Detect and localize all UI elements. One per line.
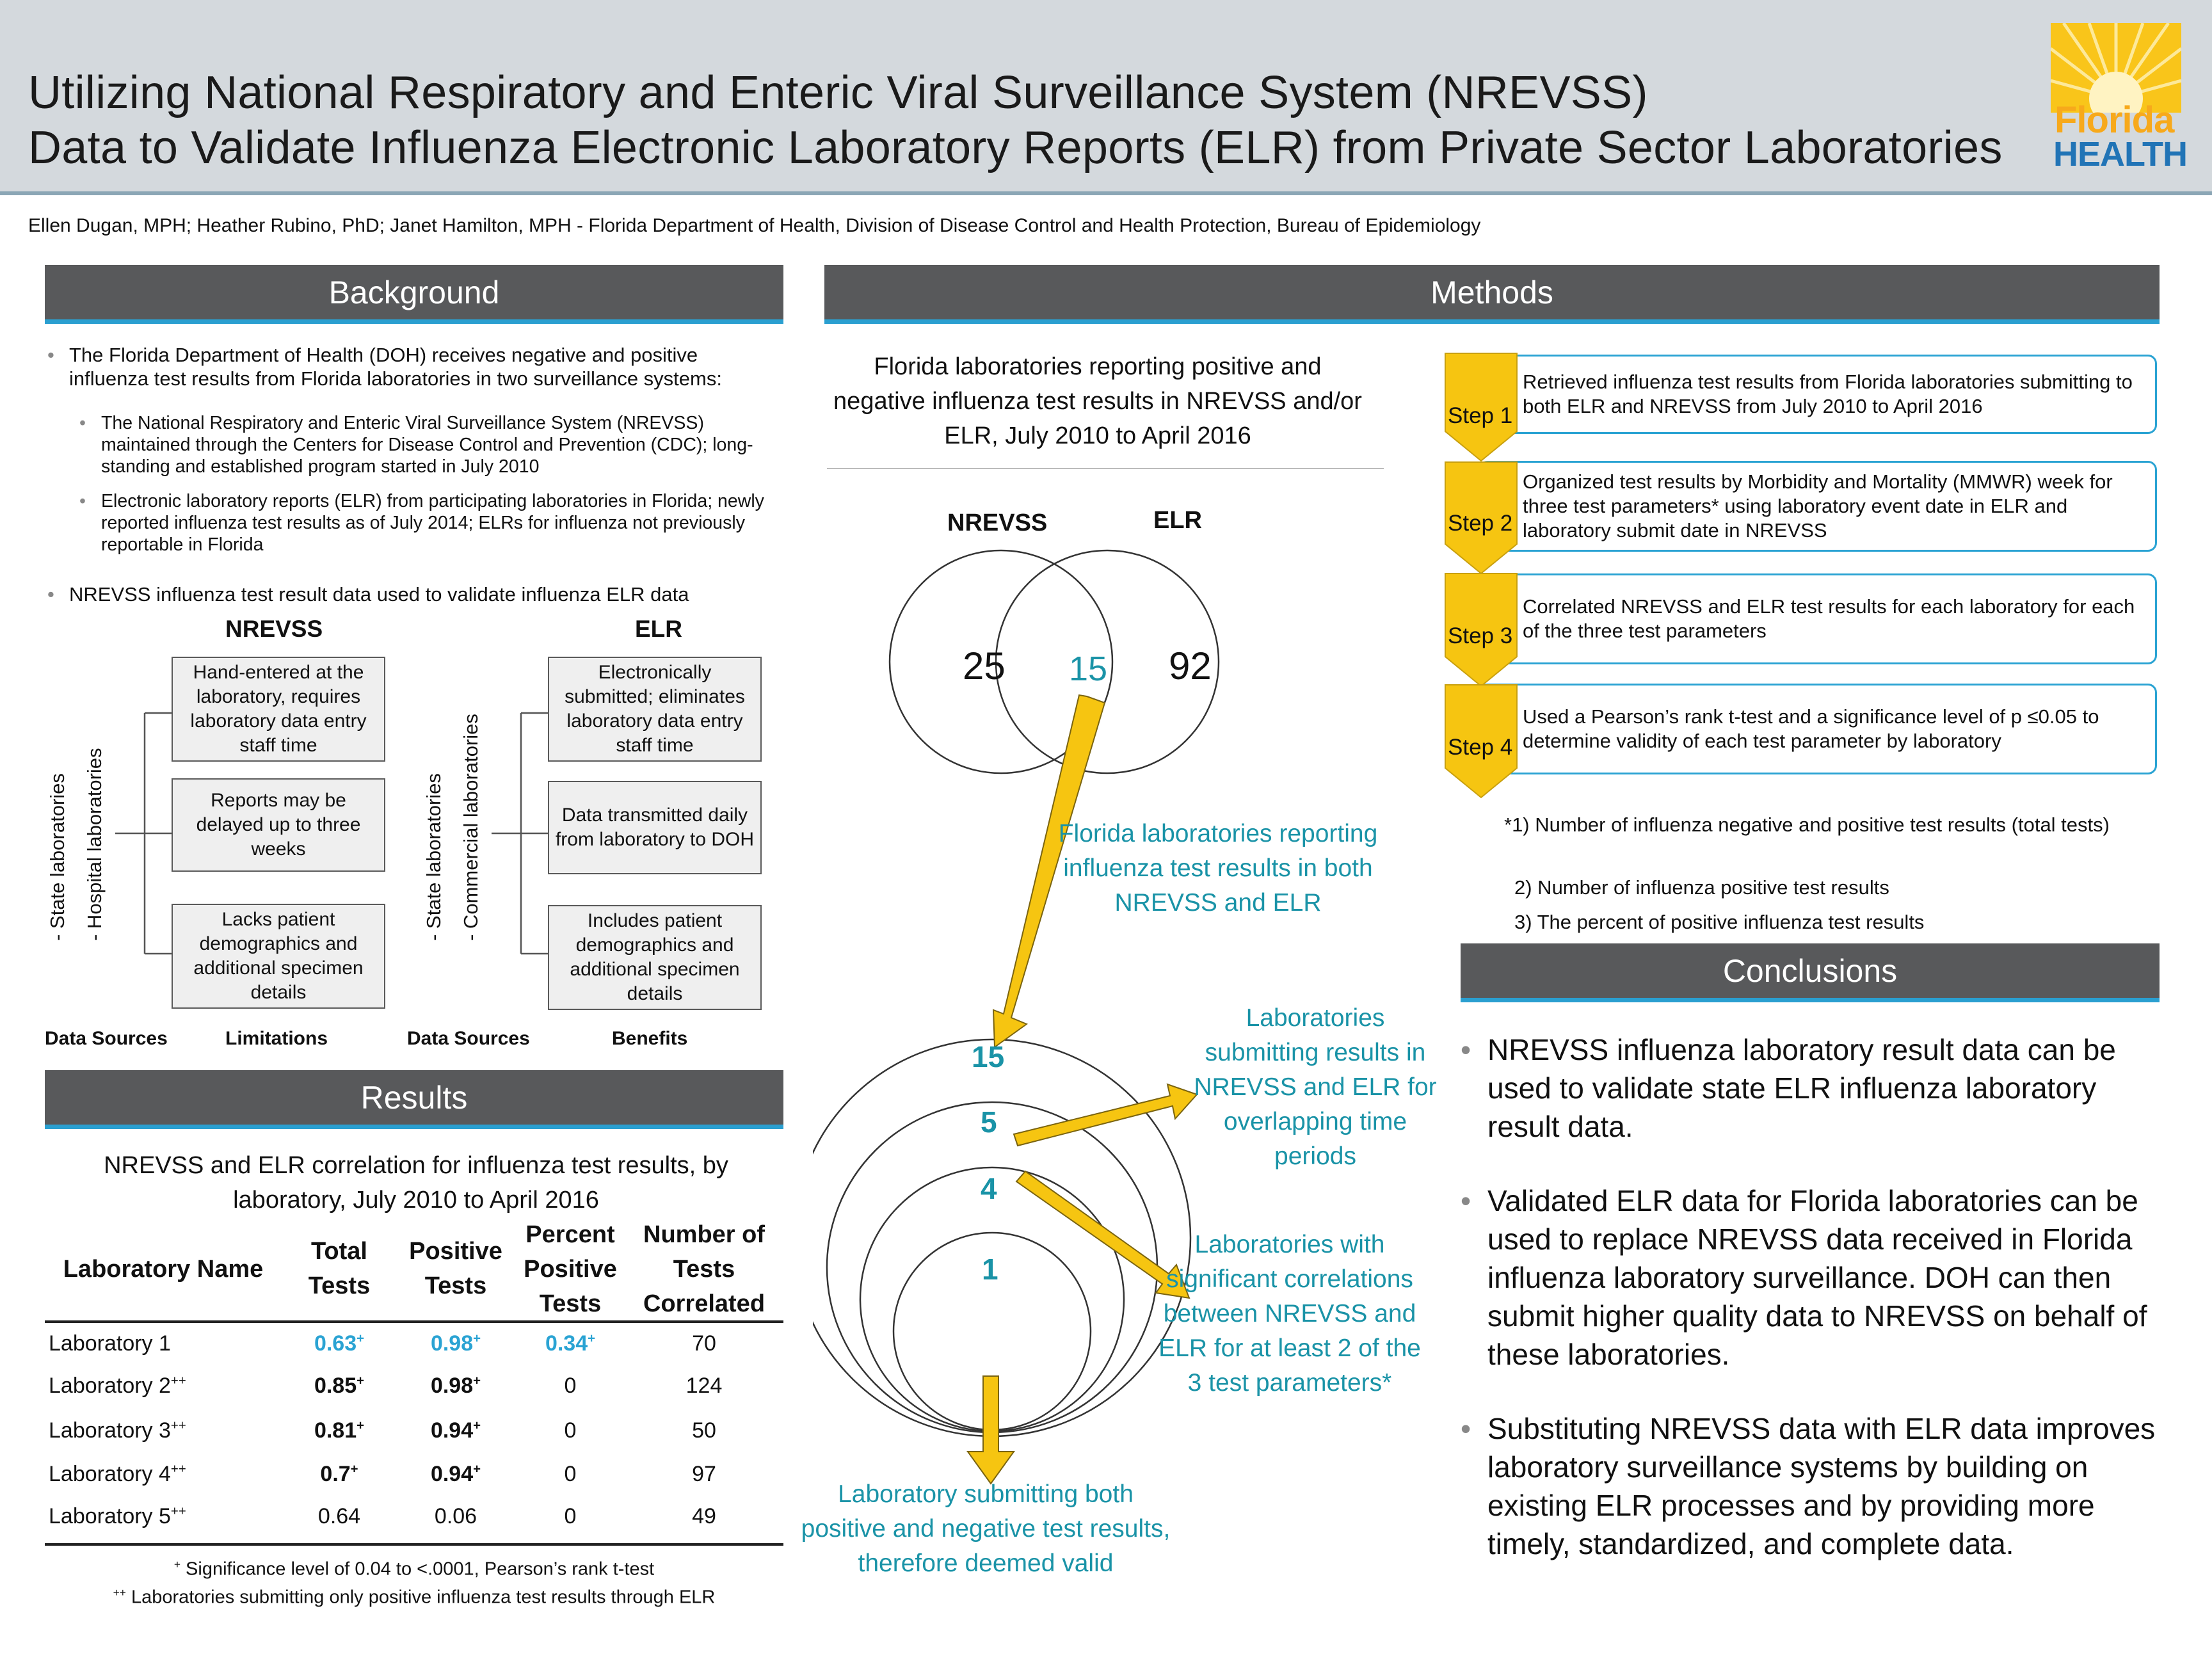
table-row-1-positive: 0.98+	[430, 1331, 481, 1356]
table-row-4-total: 0.7+	[320, 1462, 358, 1486]
col-total-tests: Total Tests	[308, 1238, 371, 1299]
table-row-4-name: Laboratory 4++	[49, 1462, 186, 1486]
col-laboratory-name: Laboratory Name	[63, 1256, 264, 1283]
nrevss-limitations-label: Limitations	[225, 1028, 328, 1049]
elr-source-commercial: - Commercial laboratories	[460, 714, 482, 941]
venn-label-nrevss: NREVSS	[947, 509, 1048, 536]
elr-bracket	[492, 653, 556, 973]
table-row-5-total: 0.64	[317, 1504, 361, 1528]
florida-health-logo	[2051, 23, 2187, 173]
table-row-5-positive: 0.06	[434, 1504, 477, 1528]
table-row-5-correlated: 49	[692, 1504, 716, 1528]
col-percent-positive: Percent Positive Tests	[524, 1221, 617, 1317]
logo-text-florida: Florida	[2055, 99, 2174, 141]
table-row-3-correlated: 50	[692, 1418, 716, 1443]
parameter-2: 2) Number of influenza positive test results	[1514, 876, 1889, 899]
table-row-1-percent: 0.34+	[545, 1331, 596, 1356]
title-line-1: Utilizing National Respiratory and Enteric Viral Surveillance System (NREVSS)	[28, 67, 1648, 118]
arrow-to-overlap-text	[1014, 1084, 1197, 1146]
elr-benefit-2: Data transmitted daily from laboratory to DOH	[548, 781, 762, 874]
step-2-box: Organized test results by Morbidity and Mortality (MMWR) week for three test parameters* using laboratory event date in ELR and laboratory submit date in NREVSS	[1479, 461, 2157, 552]
nrevss-limitation-2: Reports may be delayed up to three weeks	[172, 778, 385, 872]
conclusion-item-1: • NREVSS influenza laboratory result data can be used to validate state ELR influenza laboratory result data.	[1487, 1030, 2166, 1146]
step-1-label: Step 1	[1448, 403, 1513, 428]
table-row-3-positive: 0.94+	[430, 1418, 481, 1443]
parameter-1: *1) Number of influenza negative and positive test results (total tests)	[1504, 813, 2110, 836]
step-1-box: Retrieved influenza test results from Florida laboratories submitting to both ELR and NREVSS from July 2010 to April 2016	[1479, 355, 2157, 434]
nrevss-bracket	[115, 653, 179, 973]
conclusion-item-3: • Substituting NREVSS data with ELR data improves laboratory surveillance systems by building on existing ELR processes and by providing more timely, standardized, and complete data.	[1487, 1409, 2166, 1563]
background-sub-bullet-1: • The National Respiratory and Enteric Viral Surveillance System (NREVSS) maintained through the Centers for Disease Control and Prevention (CDC); long-standing and established program started in July 2010	[101, 412, 780, 477]
table-row-2-percent: 0	[564, 1374, 577, 1398]
table-row-3-name: Laboratory 3++	[49, 1418, 186, 1443]
conclusions-heading: Conclusions	[1461, 943, 2160, 1002]
table-row-5-percent: 0	[564, 1504, 577, 1528]
table-row-2-name: Laboratory 2++	[49, 1374, 186, 1398]
results-table-caption: NREVSS and ELR correlation for influenza test results, by laboratory, July 2010 to April 2016	[104, 1152, 728, 1214]
table-footnote-2: ++ Laboratories submitting only positive influenza test results through ELR	[113, 1586, 716, 1608]
nested-value-3: 4	[981, 1172, 997, 1205]
step-4-label: Step 4	[1448, 735, 1513, 760]
background-heading: Background	[45, 265, 783, 324]
poster-header	[0, 0, 2212, 195]
step-3-box: Correlated NREVSS and ELR test results for each laboratory for each of the three test parameters	[1479, 573, 2157, 664]
nrevss-data-sources-label: Data Sources	[45, 1028, 168, 1049]
nrevss-limitation-3: Lacks patient demographics and additional specimen details	[172, 904, 385, 1009]
nested-circle-1	[813, 1039, 1190, 1436]
nested-value-1: 15	[972, 1040, 1005, 1073]
col-positive-tests: Positive Tests	[409, 1238, 502, 1299]
table-row-4-positive: 0.94+	[430, 1462, 481, 1486]
venn-label-elr: ELR	[1153, 507, 1202, 534]
table-row-3-total: 0.81+	[314, 1418, 365, 1443]
flow-text-correlation: Laboratories with significant correlations between NREVSS and ELR for at least 2 of the 3 test parameters*	[1158, 1231, 1421, 1397]
venn-caption: Florida laboratories reporting positive and negative influenza test results in NREVSS and/or ELR, July 2010 to April 2016	[833, 353, 1362, 449]
elr-data-sources-label: Data Sources	[407, 1028, 530, 1049]
elr-benefits-label: Benefits	[612, 1028, 688, 1049]
venn-value-nrevss-only: 25	[963, 645, 1006, 687]
elr-benefit-3: Includes patient demographics and additional specimen details	[548, 905, 762, 1010]
table-row-4-correlated: 97	[692, 1462, 716, 1486]
table-row-1-total: 0.63+	[314, 1331, 365, 1356]
background-bullet-1: • The Florida Department of Health (DOH) receives negative and positive influenza test results from Florida laboratories in two surveillance systems:	[69, 343, 773, 390]
nested-value-4: 1	[982, 1253, 998, 1286]
flow-text-both-systems: Florida laboratories reporting influenza test results in both NREVSS and ELR	[1058, 820, 1378, 917]
col-number-correlated: Number of Tests Correlated	[643, 1221, 765, 1317]
table-row-1-correlated: 70	[692, 1331, 716, 1356]
flow-text-valid: Laboratory submitting both positive and negative test results, therefore deemed valid	[801, 1480, 1171, 1577]
nrevss-source-hospital: - Hospital laboratories	[83, 748, 106, 941]
table-row-2-total: 0.85+	[314, 1374, 365, 1398]
title-line-2: Data to Validate Influenza Electronic Laboratory Reports (ELR) from Private Sector Laboratories	[28, 122, 2003, 173]
elr-benefit-1: Electronically submitted; eliminates laboratory data entry staff time	[548, 657, 762, 762]
elr-column-head: ELR	[635, 616, 682, 642]
table-bottom-rule	[45, 1543, 783, 1546]
background-sub-bullet-2: • Electronic laboratory reports (ELR) from participating laboratories in Florida; newly reported influenza test results as of July 2014; ELRs for influenza not previously reportable in Florida	[101, 490, 780, 556]
nrevss-column-head: NREVSS	[225, 616, 323, 642]
venn-caption-rule	[827, 467, 1384, 470]
step-2-label: Step 2	[1448, 511, 1513, 536]
parameter-3: 3) The percent of positive influenza test results	[1514, 911, 1925, 933]
conclusion-item-2: • Validated ELR data for Florida laboratories can be used to replace NREVSS data received in Florida influenza laboratory surveillance. DOH can then submit higher quality data to NREVSS on behalf of these laboratories.	[1487, 1182, 2166, 1374]
table-row-4-percent: 0	[564, 1462, 577, 1486]
flow-text-overlap: Laboratories submitting results in NREVSS and ELR for overlapping time periods	[1194, 1004, 1437, 1170]
logo-text-health: HEALTH	[2053, 135, 2187, 173]
table-row-3-percent: 0	[564, 1418, 577, 1443]
table-header-rule	[45, 1320, 783, 1324]
methods-heading: Methods	[824, 265, 2160, 324]
authors-line: Ellen Dugan, MPH; Heather Rubino, PhD; Janet Hamilton, MPH - Florida Department of Health, Division of Disease Control and Health Protection, Bureau of Epidemiology	[28, 215, 1481, 236]
venn-value-both: 15	[1069, 650, 1108, 688]
venn-value-elr-only: 92	[1169, 645, 1212, 687]
table-row-5-name: Laboratory 5++	[49, 1504, 186, 1528]
nrevss-limitation-1: Hand-entered at the laboratory, requires laboratory data entry staff time	[172, 657, 385, 762]
nrevss-source-state: - State laboratories	[46, 773, 68, 941]
nested-value-2: 5	[981, 1105, 997, 1139]
table-row-2-positive: 0.98+	[430, 1374, 481, 1398]
table-footnote-1: + Significance level of 0.04 to <.0001, Pearson’s rank t-test	[173, 1558, 655, 1580]
background-bullet-2: • NREVSS influenza test result data used to validate influenza ELR data	[69, 582, 773, 606]
step-3-label: Step 3	[1448, 623, 1513, 648]
elr-source-state: - State laboratories	[422, 773, 445, 941]
results-heading: Results	[45, 1070, 783, 1129]
table-row-1-name: Laboratory 1	[49, 1331, 171, 1356]
table-row-2-correlated: 124	[685, 1374, 723, 1398]
step-4-box: Used a Pearson’s rank t-test and a significance level of p ≤0.05 to determine validity of each test parameter by laboratory	[1479, 684, 2157, 774]
